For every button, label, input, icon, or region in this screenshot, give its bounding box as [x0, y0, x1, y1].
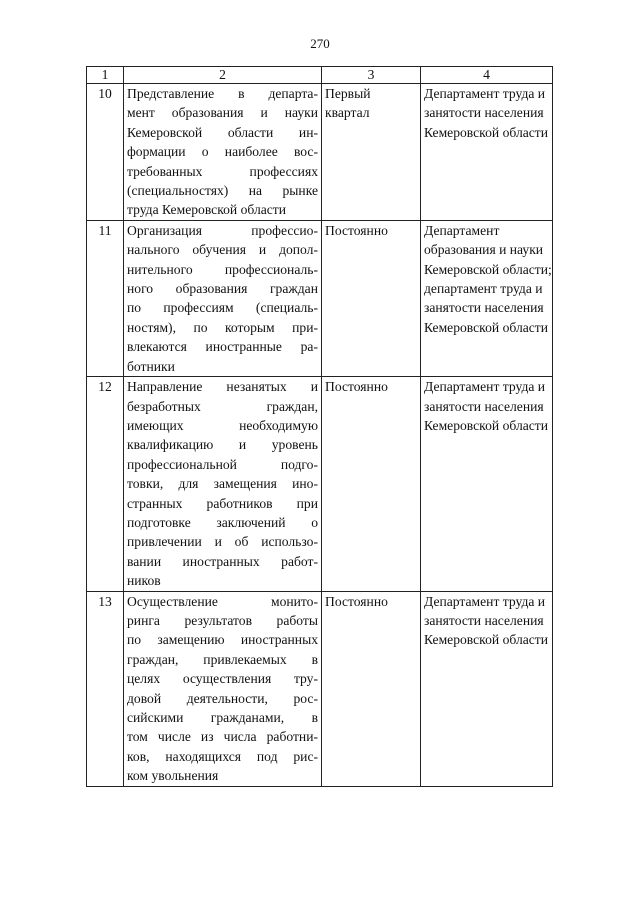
table-row	[87, 84, 553, 221]
action-cell-line: имеющих необходимую	[127, 417, 318, 433]
responsible-cell-line: Департамент труда и	[424, 86, 546, 101]
action-cell-line: по профессиям (специаль-	[127, 300, 318, 316]
action-cell-line: ком увольнения	[127, 768, 219, 784]
action-cell-line: странных работников при	[127, 495, 318, 511]
action-cell-line: формации о наиболее вос-	[127, 144, 318, 160]
action-cell-line: довой деятельности, рос-	[127, 690, 318, 706]
term-cell-line: Первый	[325, 86, 371, 101]
term-cell	[322, 84, 421, 221]
action-cell-line: профессиональной подго-	[127, 456, 318, 472]
column-number-2: 2	[124, 67, 322, 84]
responsible-cell-line: Кемеровской области	[424, 417, 549, 433]
column-number-3: 3	[322, 67, 421, 84]
responsible-cell-line: Департамент	[424, 222, 500, 238]
action-cell-line: ников	[127, 573, 161, 589]
term-cell	[322, 377, 421, 591]
term-cell-line: Постоянно	[325, 222, 388, 238]
action-cell-line: влекаются иностранные ра-	[127, 339, 318, 355]
action-cell-line: ного образования граждан	[127, 281, 318, 297]
term-cell	[322, 220, 421, 376]
action-cell-line: безработных граждан,	[127, 398, 318, 414]
action-cell-line: мент образования и науки	[127, 105, 318, 121]
action-cell-line: Осуществление монито-	[127, 593, 318, 609]
responsible-cell-line: занятости населения	[424, 398, 544, 414]
action-cell-line: ков, находящихся под рис-	[127, 748, 318, 764]
action-cell	[124, 591, 322, 786]
action-cell	[124, 84, 322, 221]
table-row	[87, 591, 553, 786]
term-cell-line: Постоянно	[325, 379, 388, 395]
table-body	[87, 84, 553, 787]
action-cell-line: квалификацию и уровень	[127, 437, 318, 453]
responsible-cell-line: Кемеровской области;	[424, 261, 552, 277]
action-cell-line: товки, для замещения ино-	[127, 476, 318, 492]
responsible-cell-line: Департамент труда и	[424, 379, 546, 395]
action-cell-line: Направление незанятых и	[127, 379, 318, 395]
responsible-cell-line: Кемеровской области	[424, 319, 549, 335]
responsible-cell-line: департамент труда и	[424, 281, 543, 297]
measures-table	[86, 66, 553, 787]
action-cell-line: Представление в департа-	[127, 86, 318, 101]
column-number-4: 4	[421, 67, 553, 84]
action-cell-line: требованных профессиях	[127, 163, 318, 179]
action-cell-line: сийскими гражданами, в	[127, 710, 318, 725]
row-number: 13	[87, 591, 124, 786]
action-cell-line: вании иностранных работ-	[127, 553, 318, 569]
table-header-row	[87, 67, 553, 84]
responsible-cell-line: образования и науки	[424, 242, 544, 258]
table-row	[87, 220, 553, 376]
term-cell	[322, 591, 421, 786]
responsible-cell-line: занятости населения	[424, 612, 544, 628]
action-cell-line: нального обучения и допол-	[127, 242, 318, 258]
row-number: 11	[87, 220, 124, 376]
action-cell	[124, 377, 322, 591]
responsible-cell-line: занятости населения	[424, 300, 544, 316]
action-cell-line: ринга результатов работы	[127, 612, 318, 628]
term-cell-line: квартал	[325, 105, 370, 121]
action-cell-line: (специальностях) на рынке	[127, 183, 318, 199]
action-cell-line: том числе из числа работни-	[127, 729, 318, 745]
responsible-cell	[421, 377, 553, 591]
row-number: 10	[87, 84, 124, 221]
page-number: 270	[310, 36, 330, 51]
table-row	[87, 377, 553, 591]
action-cell-line: ностям), по которым при-	[127, 319, 318, 335]
responsible-cell-line: Департамент труда и	[424, 593, 546, 609]
responsible-cell-line: занятости населения	[424, 105, 544, 121]
term-cell-line: Постоянно	[325, 593, 388, 609]
action-cell-line: Кемеровской области ин-	[127, 124, 318, 140]
column-number-1: 1	[87, 67, 124, 84]
action-cell-line: граждан, привлекаемых в	[127, 651, 318, 667]
action-cell-line: целях осуществления тру-	[127, 671, 318, 687]
responsible-cell	[421, 220, 553, 376]
responsible-cell-line: Кемеровской области	[424, 632, 549, 648]
responsible-cell-line: Кемеровской области	[424, 124, 549, 140]
responsible-cell	[421, 84, 553, 221]
action-cell-line: Организация профессио-	[127, 222, 318, 238]
action-cell-line: труда Кемеровской области	[127, 202, 287, 218]
action-cell-line: подготовке заключений о	[127, 514, 318, 530]
responsible-cell	[421, 591, 553, 786]
action-cell-line: нительного профессиональ-	[127, 261, 318, 277]
action-cell-line: по замещению иностранных	[127, 632, 318, 648]
row-number: 12	[87, 377, 124, 591]
action-cell-line: привлечении и об использо-	[127, 534, 318, 550]
action-cell-line: ботники	[127, 358, 175, 374]
action-cell	[124, 220, 322, 376]
